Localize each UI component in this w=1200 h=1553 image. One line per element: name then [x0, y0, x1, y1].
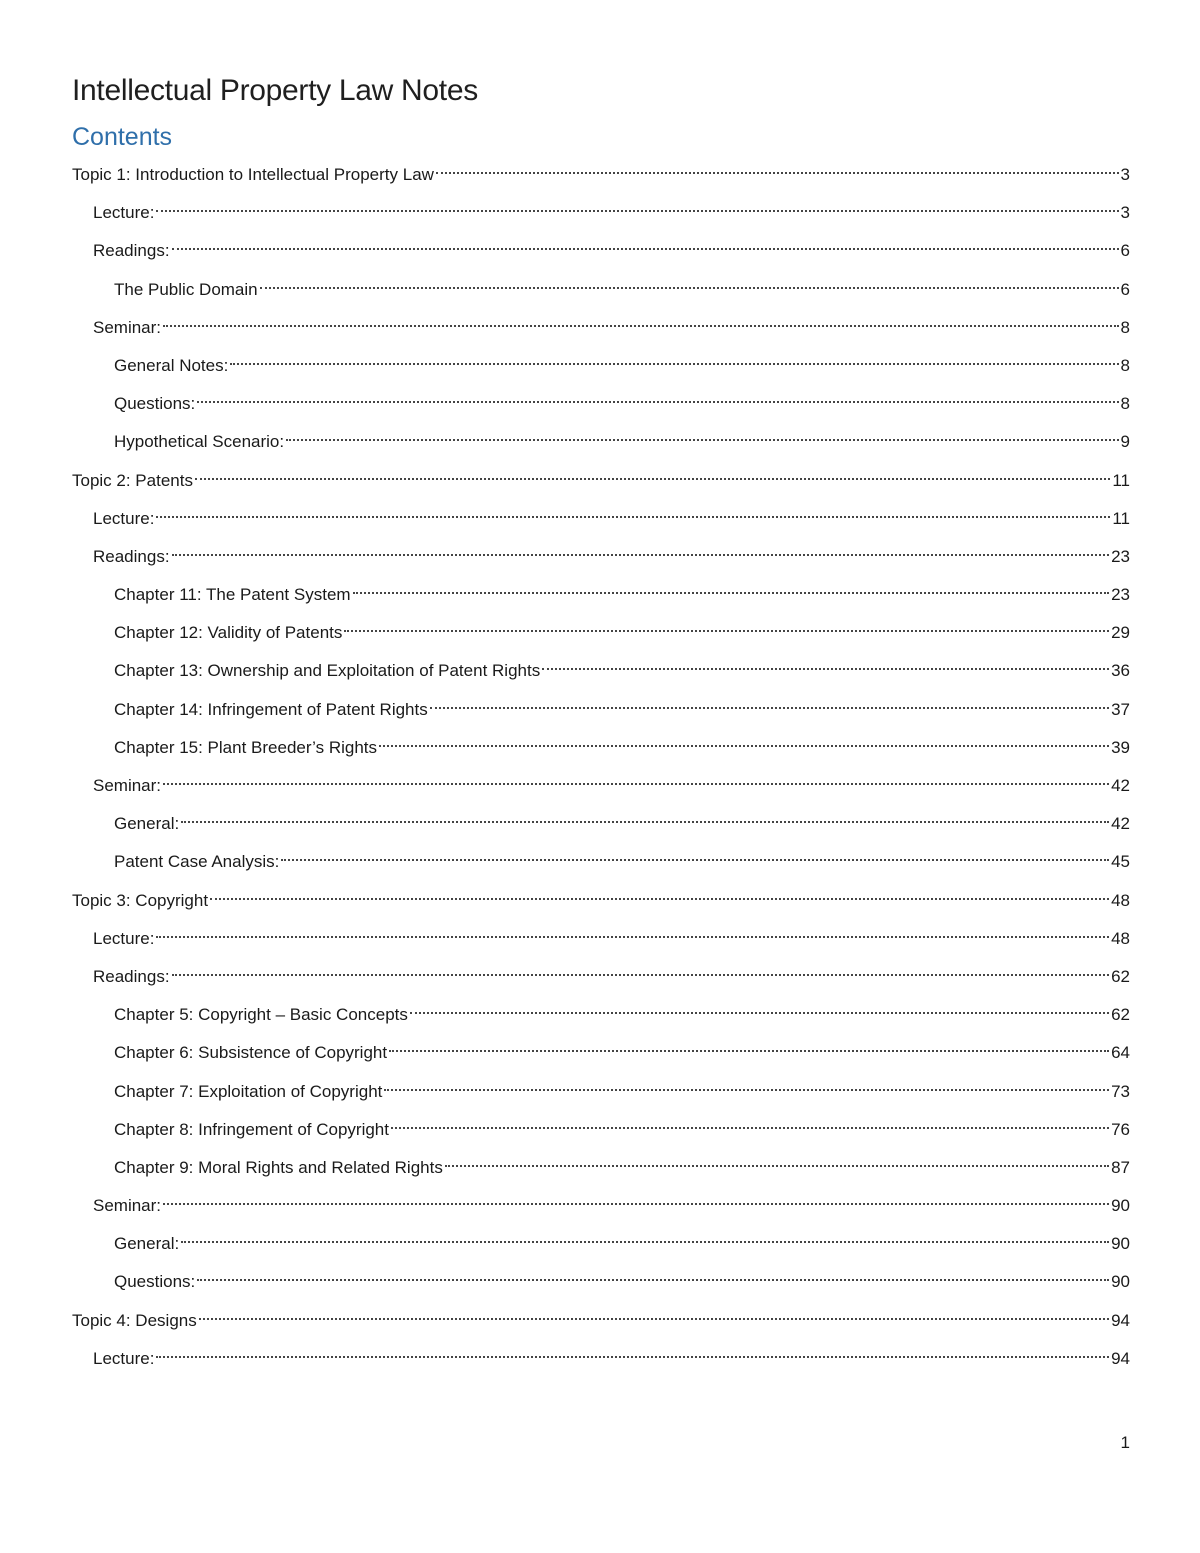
toc-entry-title: Readings: [93, 241, 170, 261]
toc-entry-title: Topic 3: Copyright [72, 890, 209, 910]
toc-dot-leader [181, 821, 1109, 823]
toc-entry-title: Lecture: [93, 508, 155, 528]
toc-entry-title: Patent Case Analysis: [114, 852, 280, 872]
toc-entry-title: Topic 4: Designs [72, 1310, 197, 1330]
toc-entry-title: Chapter 12: Validity of Patents [114, 623, 343, 643]
toc-dot-leader [156, 936, 1109, 938]
toc-entry-page-number: 90 [1111, 1272, 1130, 1292]
toc-entry[interactable] [72, 275, 1130, 313]
toc-entry-title: Chapter 13: Ownership and Exploitation of Patent Rights [114, 661, 541, 681]
toc-entry[interactable] [72, 618, 1130, 656]
toc-entry-page-number: 8 [1120, 394, 1130, 414]
toc-entry-page-number: 8 [1120, 317, 1130, 337]
toc-entry-title: General: [114, 1234, 180, 1254]
toc-entry-title: Readings: [93, 966, 170, 986]
toc-dot-leader [445, 1165, 1109, 1167]
toc-entry[interactable] [72, 542, 1130, 580]
toc-entry-page-number: 11 [1112, 470, 1130, 490]
toc-entry-title: Questions: [114, 1272, 196, 1292]
toc-entry-page-number: 42 [1111, 776, 1130, 795]
toc-entry[interactable] [72, 1267, 1130, 1305]
toc-entry-page-number: 90 [1111, 1234, 1130, 1254]
toc-entry-title: Questions: [114, 394, 196, 414]
toc-entry[interactable] [72, 1153, 1130, 1191]
toc-entry-title: Chapter 5: Copyright – Basic Concepts [114, 1005, 408, 1025]
toc-entry[interactable] [72, 198, 1130, 236]
toc-entry-page-number: 48 [1111, 928, 1130, 948]
toc-dot-leader [172, 248, 1119, 250]
toc-dot-leader [230, 363, 1118, 365]
toc-dot-leader [163, 325, 1119, 327]
toc-entry[interactable] [72, 1191, 1130, 1229]
toc-dot-leader [172, 974, 1110, 976]
contents-heading: Contents [72, 123, 173, 151]
toc-entry[interactable] [72, 1115, 1130, 1153]
toc-entry[interactable] [72, 656, 1130, 694]
toc-dot-leader [163, 783, 1109, 785]
toc-dot-leader [210, 898, 1109, 900]
toc-entry[interactable] [72, 1306, 1130, 1344]
toc-entry-title: Chapter 15: Plant Breeder’s Rights [114, 737, 378, 757]
toc-entry-title: Lecture: [93, 928, 155, 948]
toc-entry-page-number: 87 [1111, 1157, 1130, 1177]
toc-entry-page-number: 3 [1120, 165, 1130, 184]
toc-entry-page-number: 90 [1111, 1196, 1130, 1216]
toc-entry[interactable] [72, 466, 1130, 504]
toc-entry[interactable] [72, 1229, 1130, 1267]
toc-dot-leader [197, 1279, 1109, 1281]
toc-dot-leader [286, 439, 1118, 441]
toc-dot-leader [260, 287, 1119, 289]
toc-entry-title: Seminar: [93, 776, 162, 795]
toc-dot-leader [156, 1356, 1109, 1358]
toc-dot-leader [181, 1241, 1109, 1243]
toc-entry[interactable] [72, 160, 1130, 198]
toc-entry-page-number: 23 [1111, 546, 1130, 566]
toc-dot-leader [172, 554, 1110, 556]
toc-entry-page-number: 62 [1111, 966, 1130, 986]
toc-dot-leader [542, 668, 1109, 670]
toc-dot-leader [384, 1089, 1109, 1091]
toc-entry[interactable] [72, 809, 1130, 847]
toc-entry-title: Topic 2: Patents [72, 470, 193, 490]
toc-entry-title: General Notes: [114, 355, 229, 375]
toc-entry[interactable] [72, 1344, 1130, 1382]
toc-dot-leader [353, 592, 1110, 594]
toc-entry-page-number: 94 [1111, 1310, 1130, 1330]
toc-entry[interactable] [72, 427, 1130, 465]
toc-dot-leader [410, 1012, 1109, 1014]
toc-entry-page-number: 8 [1120, 355, 1130, 375]
toc-entry-page-number: 29 [1111, 623, 1130, 643]
toc-entry-page-number: 64 [1111, 1043, 1130, 1063]
toc-entry-page-number: 36 [1111, 661, 1130, 681]
toc-entry[interactable] [72, 351, 1130, 389]
toc-entry-title: Lecture: [93, 1348, 155, 1368]
toc-entry-title: Chapter 8: Infringement of Copyright [114, 1119, 389, 1139]
toc-entry-page-number: 6 [1120, 241, 1130, 261]
toc-entry-title: General: [114, 814, 180, 834]
toc-entry-page-number: 73 [1111, 1081, 1130, 1101]
toc-dot-leader [379, 745, 1109, 747]
toc-entry-page-number: 6 [1120, 279, 1130, 299]
toc-entry[interactable] [72, 886, 1130, 924]
toc-entry-page-number: 3 [1120, 203, 1130, 223]
toc-entry-title: The Public Domain [114, 279, 258, 299]
toc-entry[interactable] [72, 580, 1130, 618]
toc-entry-title: Topic 1: Introduction to Intellectual Property Law [72, 165, 434, 184]
toc-dot-leader [156, 210, 1118, 212]
toc-entry[interactable] [72, 771, 1130, 809]
toc-entry-title: Chapter 11: The Patent System [114, 585, 351, 605]
toc-entry[interactable] [72, 847, 1130, 885]
toc-entry-page-number: 45 [1111, 852, 1130, 872]
document-title: Intellectual Property Law Notes [72, 74, 478, 107]
toc-entry-title: Hypothetical Scenario: [114, 432, 285, 452]
toc-dot-leader [197, 401, 1118, 403]
toc-entry-page-number: 11 [1112, 508, 1130, 528]
toc-entry[interactable] [72, 236, 1130, 274]
toc-entry-page-number: 42 [1111, 814, 1130, 834]
toc-entry-page-number: 23 [1111, 585, 1130, 605]
toc-entry-page-number: 62 [1111, 1005, 1130, 1025]
toc-entry[interactable] [72, 504, 1130, 542]
toc-entry-title: Seminar: [93, 317, 162, 337]
toc-entry-page-number: 94 [1111, 1348, 1130, 1368]
toc-entry[interactable] [72, 733, 1130, 771]
toc-entry-page-number: 39 [1111, 737, 1130, 757]
toc-dot-leader [389, 1050, 1109, 1052]
page-number: 1 [1120, 1433, 1130, 1452]
toc-entry[interactable] [72, 1077, 1130, 1115]
toc-entry[interactable] [72, 1038, 1130, 1076]
toc-entry-title: Chapter 7: Exploitation of Copyright [114, 1081, 383, 1101]
toc-entry[interactable] [72, 924, 1130, 962]
toc-dot-leader [430, 707, 1109, 709]
table-of-contents [72, 160, 1130, 1382]
toc-entry[interactable] [72, 695, 1130, 733]
toc-entry-page-number: 48 [1111, 890, 1130, 910]
toc-dot-leader [163, 1203, 1109, 1205]
toc-entry[interactable] [72, 313, 1130, 351]
toc-entry-title: Lecture: [93, 203, 155, 223]
toc-entry-page-number: 37 [1111, 699, 1130, 719]
toc-entry-title: Seminar: [93, 1196, 162, 1216]
toc-entry-title: Chapter 14: Infringement of Patent Rights [114, 699, 428, 719]
toc-entry-page-number: 76 [1111, 1119, 1130, 1139]
toc-dot-leader [156, 516, 1110, 518]
toc-entry[interactable] [72, 1000, 1130, 1038]
toc-dot-leader [344, 630, 1109, 632]
toc-entry[interactable] [72, 389, 1130, 427]
toc-dot-leader [436, 172, 1119, 174]
toc-dot-leader [281, 859, 1109, 861]
toc-dot-leader [391, 1127, 1109, 1129]
toc-entry-page-number: 9 [1120, 432, 1130, 452]
toc-entry-title: Readings: [93, 546, 170, 566]
toc-dot-leader [195, 478, 1110, 480]
toc-entry[interactable] [72, 962, 1130, 1000]
toc-entry-title: Chapter 9: Moral Rights and Related Rights [114, 1157, 443, 1177]
toc-entry-title: Chapter 6: Subsistence of Copyright [114, 1043, 388, 1063]
toc-dot-leader [199, 1318, 1109, 1320]
